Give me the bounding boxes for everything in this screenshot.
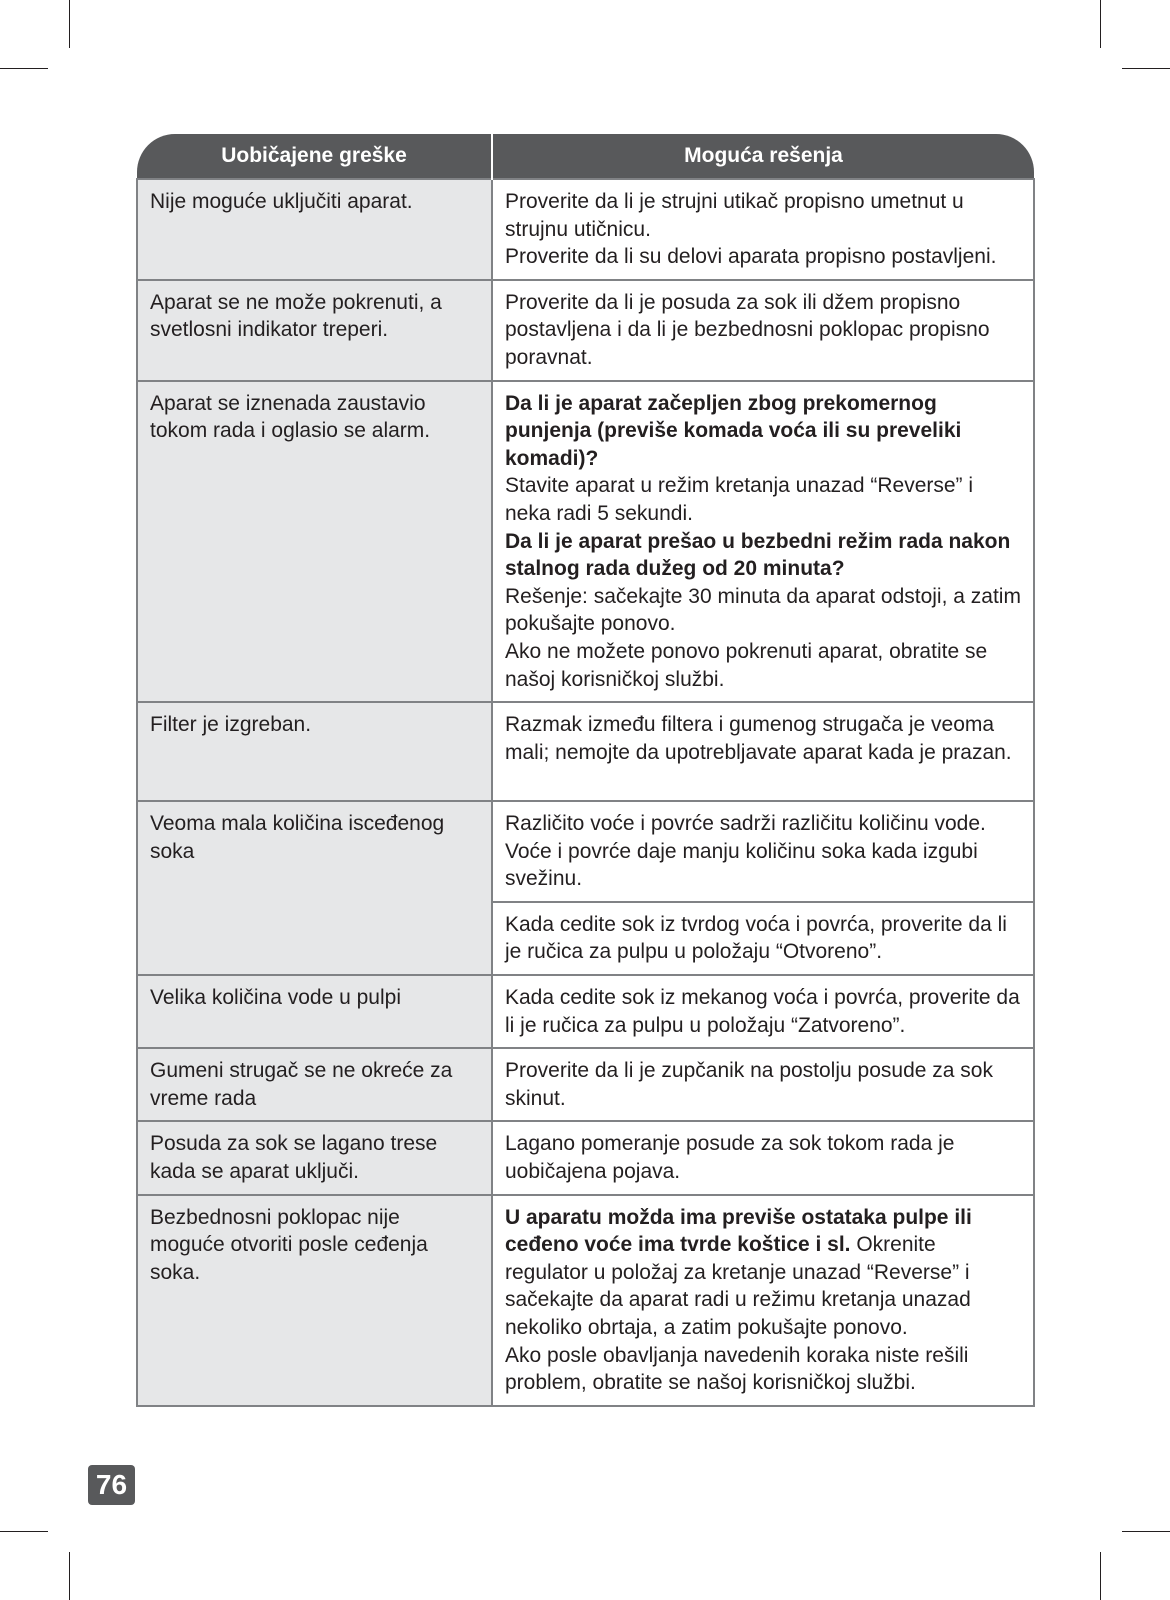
header-problems: Uobičajene greške bbox=[137, 134, 492, 179]
problem-cell: Posuda za sok se lagano trese kada se aparat uključi. bbox=[137, 1121, 492, 1194]
solution-cell bbox=[492, 1048, 1034, 1121]
table-row bbox=[137, 801, 1034, 902]
crop-mark bbox=[1100, 1552, 1101, 1600]
solution-line bbox=[505, 1204, 1021, 1342]
solution-line: Kada cedite sok iz tvrdog voća i povrća, proverite da li je ručica za pulpu u položaju “Otvoreno”. bbox=[505, 912, 1007, 964]
crop-mark bbox=[0, 1531, 48, 1532]
crop-mark bbox=[1122, 1531, 1170, 1532]
table-row bbox=[137, 179, 1034, 280]
solution-cell bbox=[492, 902, 1034, 975]
crop-mark bbox=[1122, 68, 1170, 69]
crop-mark bbox=[69, 0, 70, 48]
solution-cell bbox=[492, 381, 1034, 703]
problem-cell: Veoma mala količina isceđenog soka bbox=[137, 801, 492, 975]
solution-question: Da li je aparat začepljen zbog prekomernog punjenja (previše komada voća ili su preveliki komadi)? bbox=[505, 391, 962, 470]
solution-line: Proverite da li je posuda za sok ili džem propisno postavljena i da li je bezbednosni poklopac propisno poravnat. bbox=[505, 290, 990, 369]
page-number: 76 bbox=[88, 1465, 135, 1505]
solution-cell bbox=[492, 801, 1034, 902]
crop-mark bbox=[69, 1552, 70, 1600]
solution-question: Da li je aparat prešao u bezbedni režim rada nakon stalnog rada dužeg od 20 minuta? bbox=[505, 529, 1011, 581]
solution-line: Razmak između filtera i gumenog strugača je veoma mali; nemojte da upotrebljavate aparat kada je prazan. bbox=[505, 713, 1012, 764]
problem-cell: Gumeni strugač se ne okreće za vreme rada bbox=[137, 1048, 492, 1121]
table-row bbox=[137, 381, 1034, 703]
table-row bbox=[137, 975, 1034, 1048]
problem-cell: Aparat se ne može pokrenuti, a svetlosni indikator treperi. bbox=[137, 280, 492, 381]
solution-cell bbox=[492, 975, 1034, 1048]
solution-cell bbox=[492, 1121, 1034, 1194]
solution-cell bbox=[492, 1195, 1034, 1406]
table-row bbox=[137, 1048, 1034, 1121]
table-header-row bbox=[137, 134, 1034, 179]
crop-mark bbox=[1100, 0, 1101, 48]
solution-inline-text: Okrenite regulator u položaj za kretanje unazad “Reverse” i sačekajte da aparat radi u režimu kretanja unazad nekoliko obrtaja, a zatim pokušajte ponovo. bbox=[505, 1233, 971, 1339]
solution-line: Lagano pomeranje posude za sok tokom rada je uobičajena pojava. bbox=[505, 1132, 955, 1184]
table-row bbox=[137, 1195, 1034, 1406]
problem-cell: Filter je izgreban. bbox=[137, 702, 492, 801]
solution-cell bbox=[492, 280, 1034, 381]
problem-cell: Nije moguće uključiti aparat. bbox=[137, 179, 492, 280]
solution-cell bbox=[492, 179, 1034, 280]
problem-cell: Aparat se iznenada zaustavio tokom rada i oglasio se alarm. bbox=[137, 381, 492, 703]
solution-line: Proverite da li je strujni utikač propisno umetnut u strujnu utičnicu. bbox=[505, 190, 964, 241]
solution-cell bbox=[492, 702, 1034, 801]
table-row bbox=[137, 1121, 1034, 1194]
solution-line: Kada cedite sok iz mekanog voća i povrća, proverite da li je ručica za pulpu u položaju “Zatvoreno”. bbox=[505, 986, 1020, 1037]
solution-line: Rešenje: sačekajte 30 minuta da aparat odstoji, a zatim pokušajte ponovo. bbox=[505, 584, 1021, 636]
solution-line: Proverite da li su delovi aparata propisno postavljeni. bbox=[505, 245, 997, 269]
solution-line: Stavite aparat u režim kretanja unazad “Reverse” i neka radi 5 sekundi. bbox=[505, 474, 974, 525]
crop-mark bbox=[0, 68, 48, 69]
solution-bold-lead: U aparatu možda ima previše ostataka pulpe ili ceđeno voće ima tvrde koštice i sl. bbox=[505, 1205, 972, 1257]
solution-line: Ako posle obavljanja navedenih koraka niste rešili problem, obratite se našoj korisničkoj službi. bbox=[505, 1343, 969, 1395]
problem-cell: Bezbednosni poklopac nije moguće otvoriti posle ceđenja soka. bbox=[137, 1195, 492, 1406]
solution-line: Proverite da li je zupčanik na postolju posude za sok skinut. bbox=[505, 1059, 993, 1110]
troubleshooting-table bbox=[136, 134, 1035, 1407]
solution-line: Ako ne možete ponovo pokrenuti aparat, obratite se našoj korisničkoj službi. bbox=[505, 639, 988, 691]
table-row bbox=[137, 702, 1034, 801]
solution-line: Različito voće i povrće sadrži različitu količinu vode. Voće i povrće daje manju količinu soka kada izgubi svežinu. bbox=[505, 812, 986, 891]
table-row bbox=[137, 280, 1034, 381]
header-solutions: Moguća rešenja bbox=[492, 134, 1034, 179]
problem-cell: Velika količina vode u pulpi bbox=[137, 975, 492, 1048]
